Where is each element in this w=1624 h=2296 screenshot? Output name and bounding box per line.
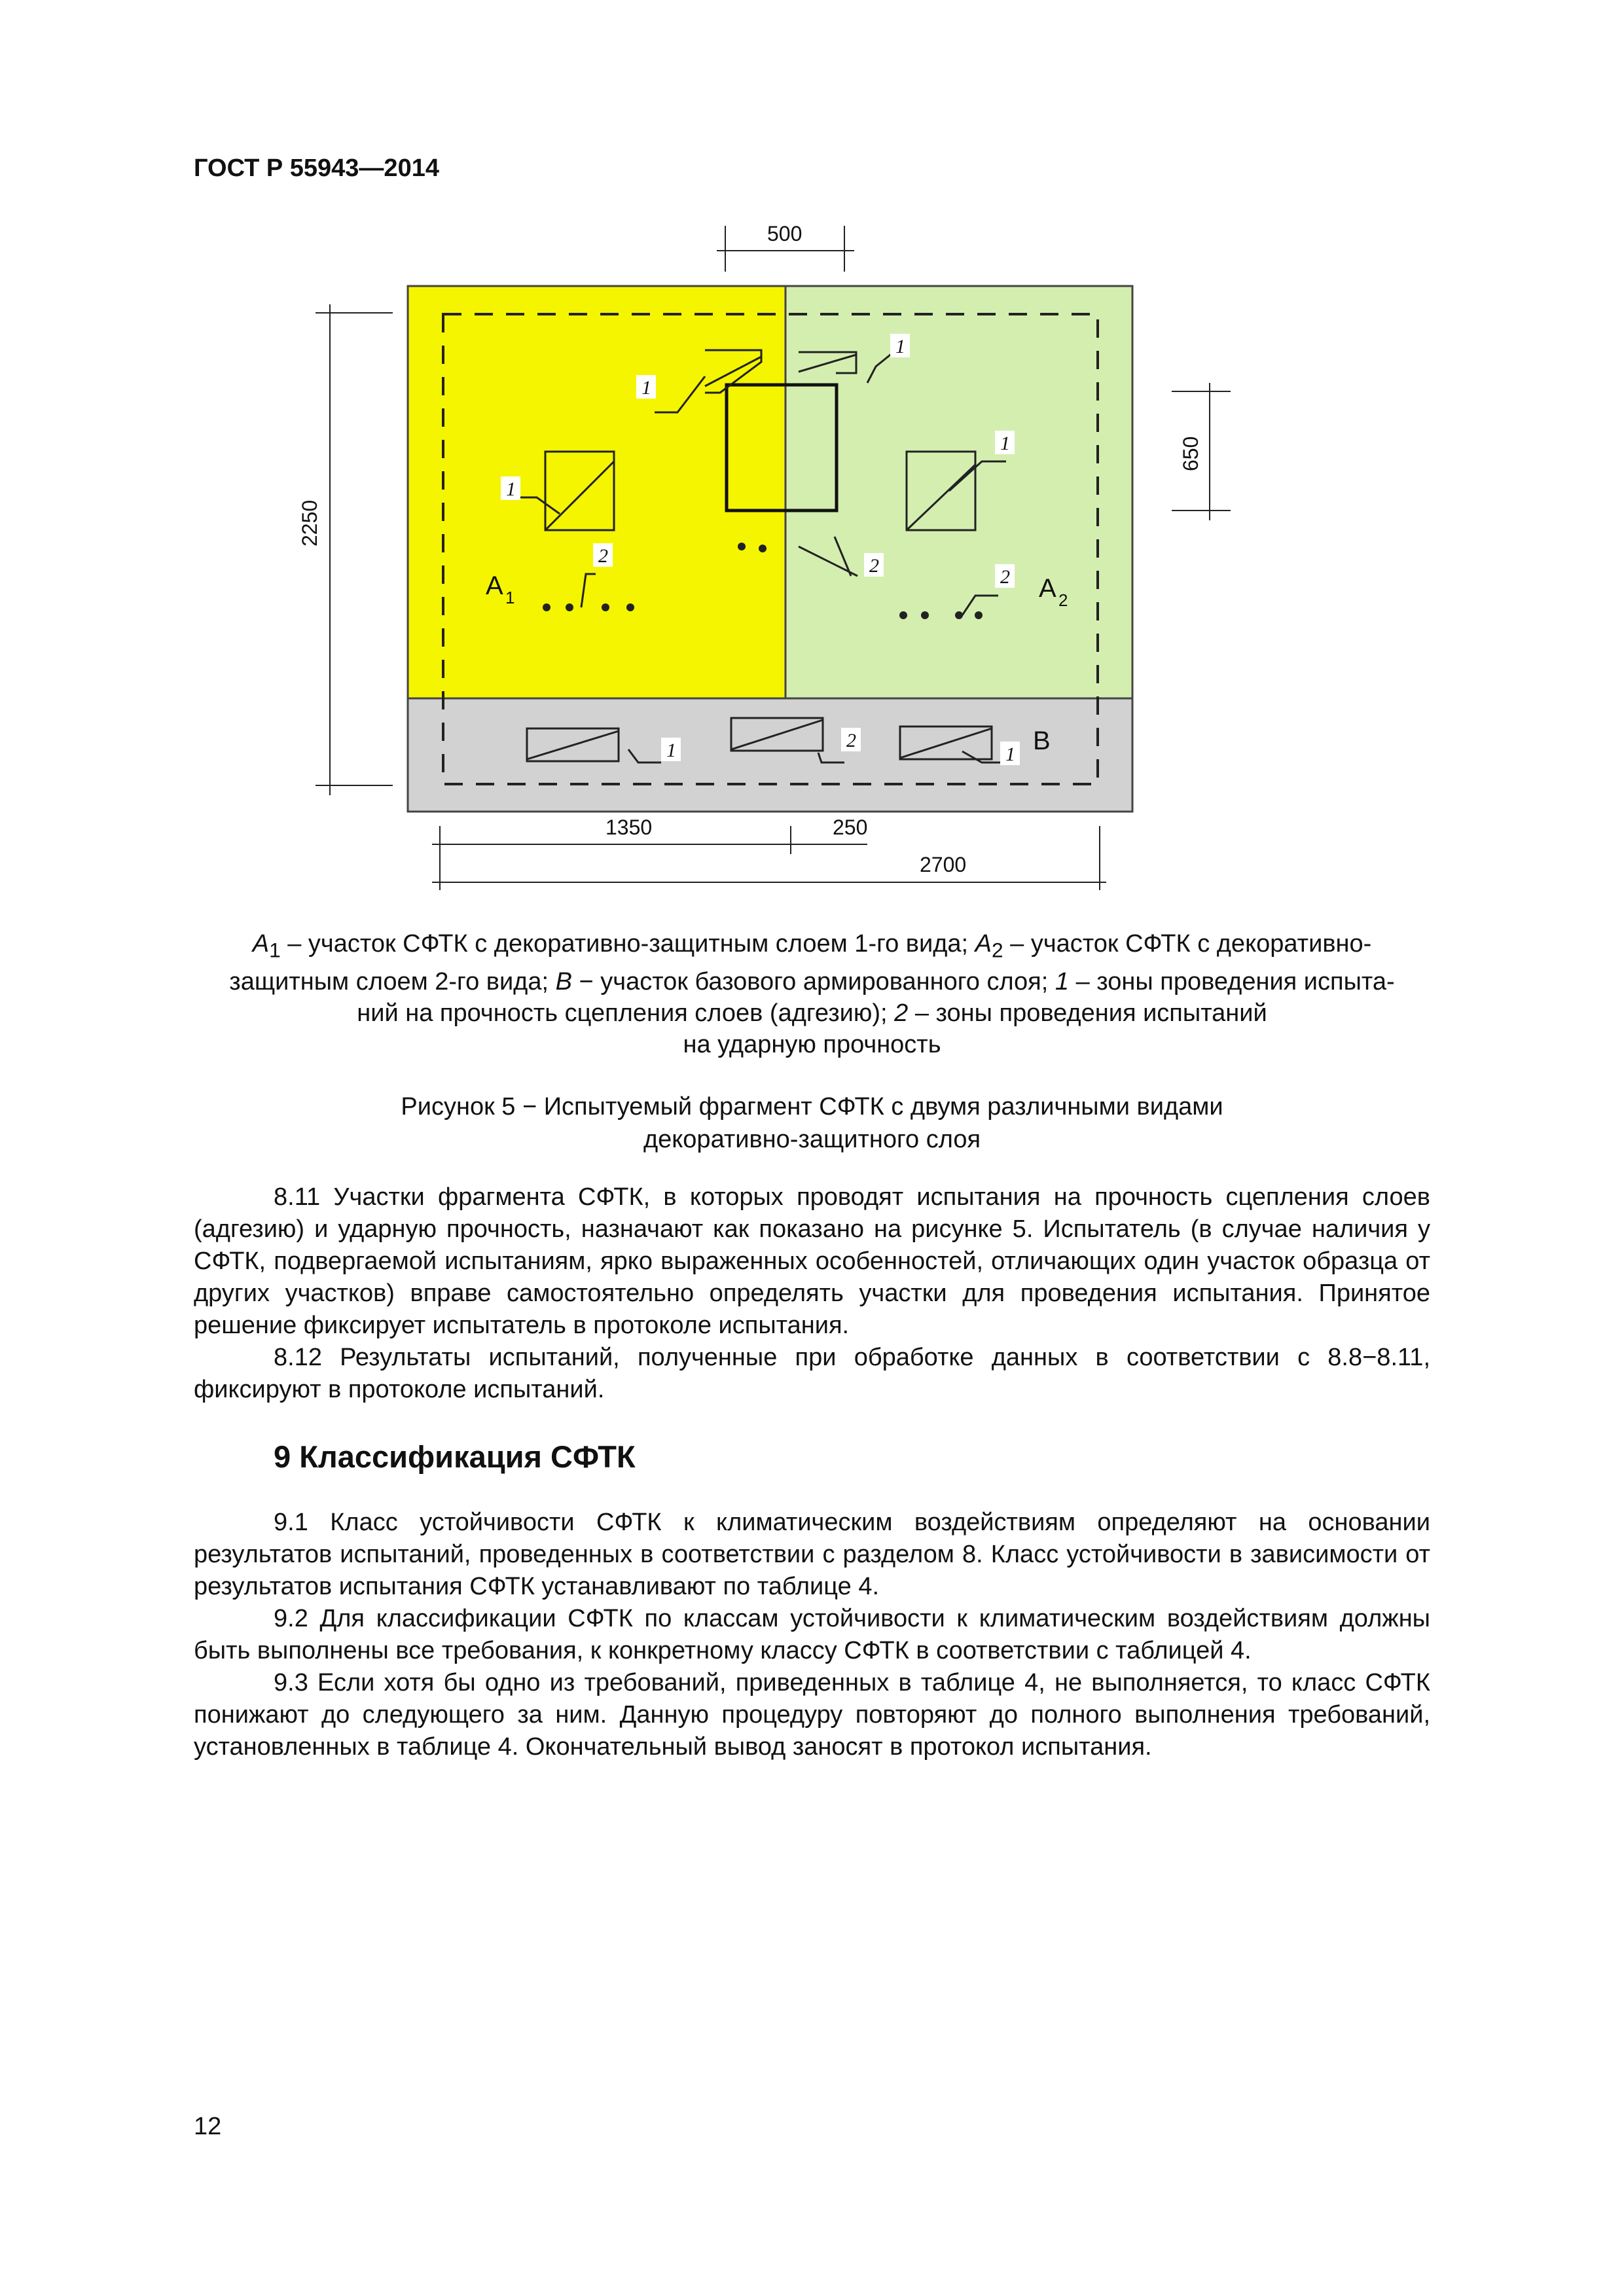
legend-text: ний на прочность сцепления слоев (адгезию); (357, 999, 895, 1027)
zone-label-a1: A (486, 571, 503, 600)
dim-top: 500 (767, 222, 803, 245)
callout-1: 1 (666, 740, 676, 761)
legend-text: – зоны проведения испытаний (908, 999, 1267, 1027)
legend-a1-sub: 1 (269, 938, 281, 962)
legend-text: – зоны проведения испыта- (1069, 967, 1395, 996)
paragraph: 8.11 Участки фрагмента СФТК, в которых проводят испытания на прочность сцепления слоев (адгезию) и ударную прочность, назначают как показано на рисунке 5. Испытатель (в случае наличия у СФТК, подвергаемой испытаниям, ярко выраженных особенностей, отличающих один участок образца от других участков) вправе самостоятельно определять участки для проведения испытания. Принятое решение фиксирует испытатель в протоколе испытания. (194, 1183, 1430, 1339)
section-9-text (194, 1507, 1430, 1763)
section-8-text (194, 1181, 1430, 1406)
legend-text: − участок базового армированного слоя; (571, 967, 1055, 996)
test-fragment-diagram (0, 0, 1624, 916)
legend-text: защитным слоем 2-го вида; (229, 967, 556, 996)
figure-legend (194, 928, 1430, 1060)
legend-b: B (555, 967, 572, 996)
dim-bottom-total: 2700 (920, 853, 967, 876)
paragraph: 9.3 Если хотя бы одно из требований, приведенных в таблице 4, не выполняется, то класс СФТК понижают до следующего за ним. Данную процедуру повторяют до полного выполнения требований, установленных в таблице 4. Окончательный вывод заносят в протокол испытания. (194, 1669, 1430, 1761)
paragraph: 8.12 Результаты испытаний, полученные при обработке данных в соответствии с 8.8−8.11, фиксируют в протоколе испытаний. (194, 1344, 1430, 1403)
paragraph: 9.2 Для классификации СФТК по классам устойчивости к климатическим воздействиям должны быть выполнены все требования, к конкретному классу СФТК в соответствии с таблицей 4. (194, 1605, 1430, 1664)
zone-label-a2-sub: 2 (1058, 590, 1068, 610)
callout-1: 1 (895, 336, 905, 357)
callout-1: 1 (1005, 744, 1015, 765)
section-heading: 9 Классификация СФТК (274, 1439, 636, 1474)
legend-a1: A (252, 930, 270, 958)
callout-1: 1 (506, 478, 516, 500)
legend-text: на ударную прочность (683, 1030, 941, 1058)
zone-label-a1-sub: 1 (505, 588, 515, 607)
callout-2: 2 (846, 730, 856, 751)
figure-title-line: декоративно-защитного слоя (643, 1126, 981, 1153)
page-number: 12 (194, 2113, 222, 2140)
figure-title-line: Рисунок 5 − Испытуемый фрагмент СФТК с двумя различными видами (401, 1093, 1223, 1121)
dim-right: 650 (1179, 436, 1202, 471)
legend-n2: 2 (894, 999, 909, 1027)
legend-n1: 1 (1055, 967, 1070, 996)
zone-a1 (408, 286, 785, 698)
callout-2: 2 (598, 545, 608, 567)
zone-label-a2: A (1039, 574, 1056, 603)
dim-left: 2250 (298, 499, 321, 547)
legend-a2: A (975, 930, 992, 958)
legend-text: – участок СФТК с декоративно-защитным слоем 1-го вида; (280, 930, 975, 958)
figure-title (194, 1090, 1430, 1156)
dim-bottom-mid: 250 (833, 816, 868, 839)
callout-1: 1 (641, 377, 651, 399)
callout-1: 1 (1000, 433, 1010, 454)
callout-2: 2 (1000, 566, 1010, 588)
legend-text: – участок СФТК с декоративно- (1003, 930, 1372, 958)
dim-bottom-left: 1350 (605, 816, 653, 839)
legend-a2-sub: 2 (992, 938, 1003, 962)
zone-label-b: B (1033, 726, 1051, 755)
zone-b (408, 698, 1132, 812)
callout-2: 2 (869, 555, 879, 577)
paragraph: 9.1 Класс устойчивости СФТК к климатическим воздействиям определяют на основании результатов испытаний, проведенных в соответствии с разделом 8. Класс устойчивости в зависимости от результатов испытания СФТК устанавливают по таблице 4. (194, 1509, 1430, 1600)
document-header: ГОСТ Р 55943—2014 (194, 154, 439, 182)
